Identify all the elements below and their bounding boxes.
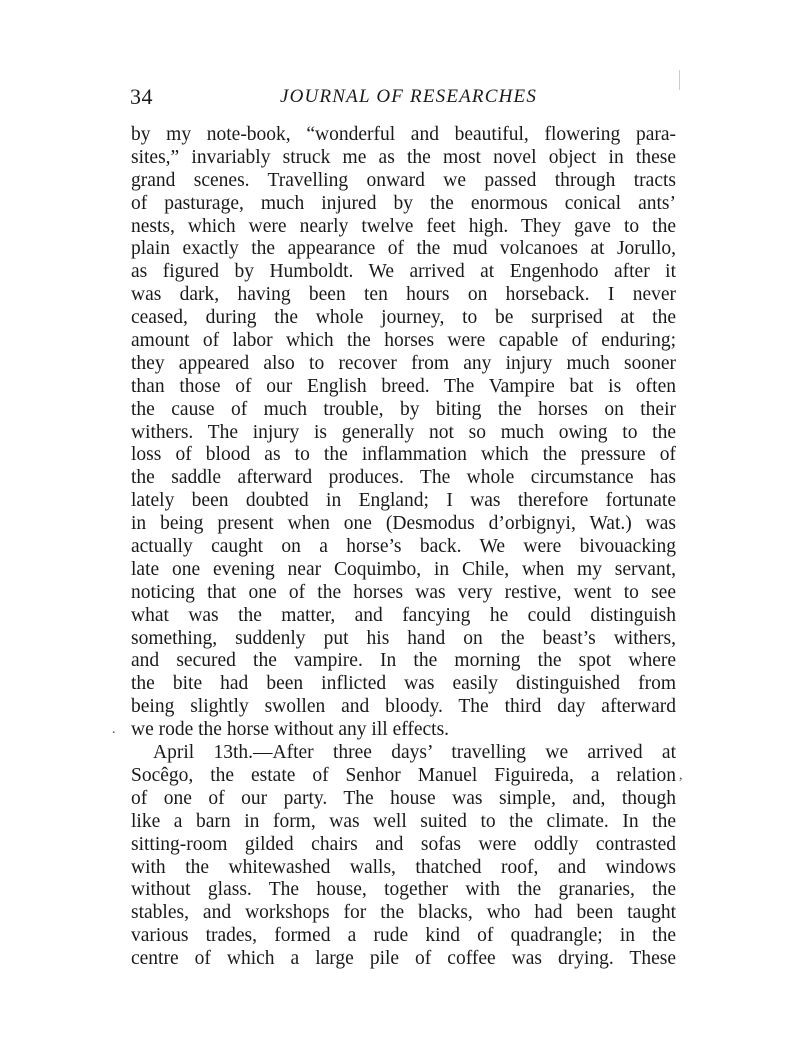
text-line: was dark, having been ten hours on horseback. I never — [131, 284, 676, 306]
text-line: centre of which a large pile of coffee was drying. These — [131, 948, 676, 970]
running-title: JOURNAL OF RESEARCHES — [280, 86, 538, 107]
text-line: sites,” invariably struck me as the most novel object in these — [131, 146, 676, 168]
text-line: various trades, formed a rude kind of quadrangle; in the — [131, 925, 676, 947]
text-line: lately been doubted in England; I was therefore fortunate — [131, 490, 676, 512]
text-line: noticing that one of the horses was very restive, went to see — [131, 581, 676, 603]
ink-speck: . — [112, 722, 116, 737]
body-text — [131, 124, 676, 971]
text-line: ceased, during the whole journey, to be surprised at the — [131, 307, 676, 329]
text-line: amount of labor which the horses were capable of enduring; — [131, 330, 676, 352]
text-line: grand scenes. Travelling onward we passed through tracts — [131, 169, 676, 191]
page-number: 34 — [130, 84, 153, 109]
text-line: what was the matter, and fancying he could distinguish — [131, 604, 676, 626]
page-fold-mark — [679, 70, 680, 90]
text-line: than those of our English breed. The Vampire bat is often — [131, 375, 676, 397]
text-line: being slightly swollen and bloody. The third day afterward — [131, 696, 676, 718]
text-line: actually caught on a horse’s back. We were bivouacking — [131, 536, 676, 558]
text-line: and secured the vampire. In the morning the spot where — [131, 650, 676, 672]
text-line: nests, which were nearly twelve feet high. They gave to the — [131, 215, 676, 237]
text-line: of one of our party. The house was simple, and, though — [131, 787, 676, 809]
text-line: sitting-room gilded chairs and sofas were oddly contrasted — [131, 833, 676, 855]
ink-speck: , — [679, 768, 683, 783]
text-line: the bite had been inflicted was easily distinguished from — [131, 673, 676, 695]
text-line: April 13th.—After three days’ travelling we arrived at — [153, 742, 676, 764]
text-line: of pasturage, much injured by the enormous conical ants’ — [131, 192, 676, 214]
text-line: with the whitewashed walls, thatched roof, and windows — [131, 856, 676, 878]
text-line: something, suddenly put his hand on the beast’s withers, — [131, 627, 676, 649]
text-line: by my note-book, “wonderful and beautiful, flowering para- — [131, 124, 676, 145]
text-line: we rode the horse without any ill effects. — [131, 719, 450, 741]
text-line: Socêgo, the estate of Senhor Manuel Figuireda, a relation — [131, 764, 676, 786]
running-head — [130, 84, 675, 114]
text-line: in being present when one (Desmodus d’orbignyi, Wat.) was — [131, 513, 676, 535]
text-line: as figured by Humboldt. We arrived at Engenhodo after it — [131, 261, 676, 283]
text-line: the saddle afterward produces. The whole circumstance has — [131, 467, 676, 489]
text-line: stables, and workshops for the blacks, who had been taught — [131, 902, 676, 924]
text-line: the cause of much trouble, by biting the horses on their — [131, 398, 676, 420]
text-line: plain exactly the appearance of the mud volcanoes at Jorullo, — [131, 238, 676, 260]
text-line: late one evening near Coquimbo, in Chile, when my servant, — [131, 558, 676, 580]
text-line: without glass. The house, together with the granaries, the — [131, 879, 676, 901]
text-line: like a barn in form, was well suited to the climate. In the — [131, 810, 676, 832]
text-line: they appeared also to recover from any injury much sooner — [131, 352, 676, 374]
text-line: loss of blood as to the inflammation which the pressure of — [131, 444, 676, 466]
text-line: withers. The injury is generally not so much owing to the — [131, 421, 676, 443]
